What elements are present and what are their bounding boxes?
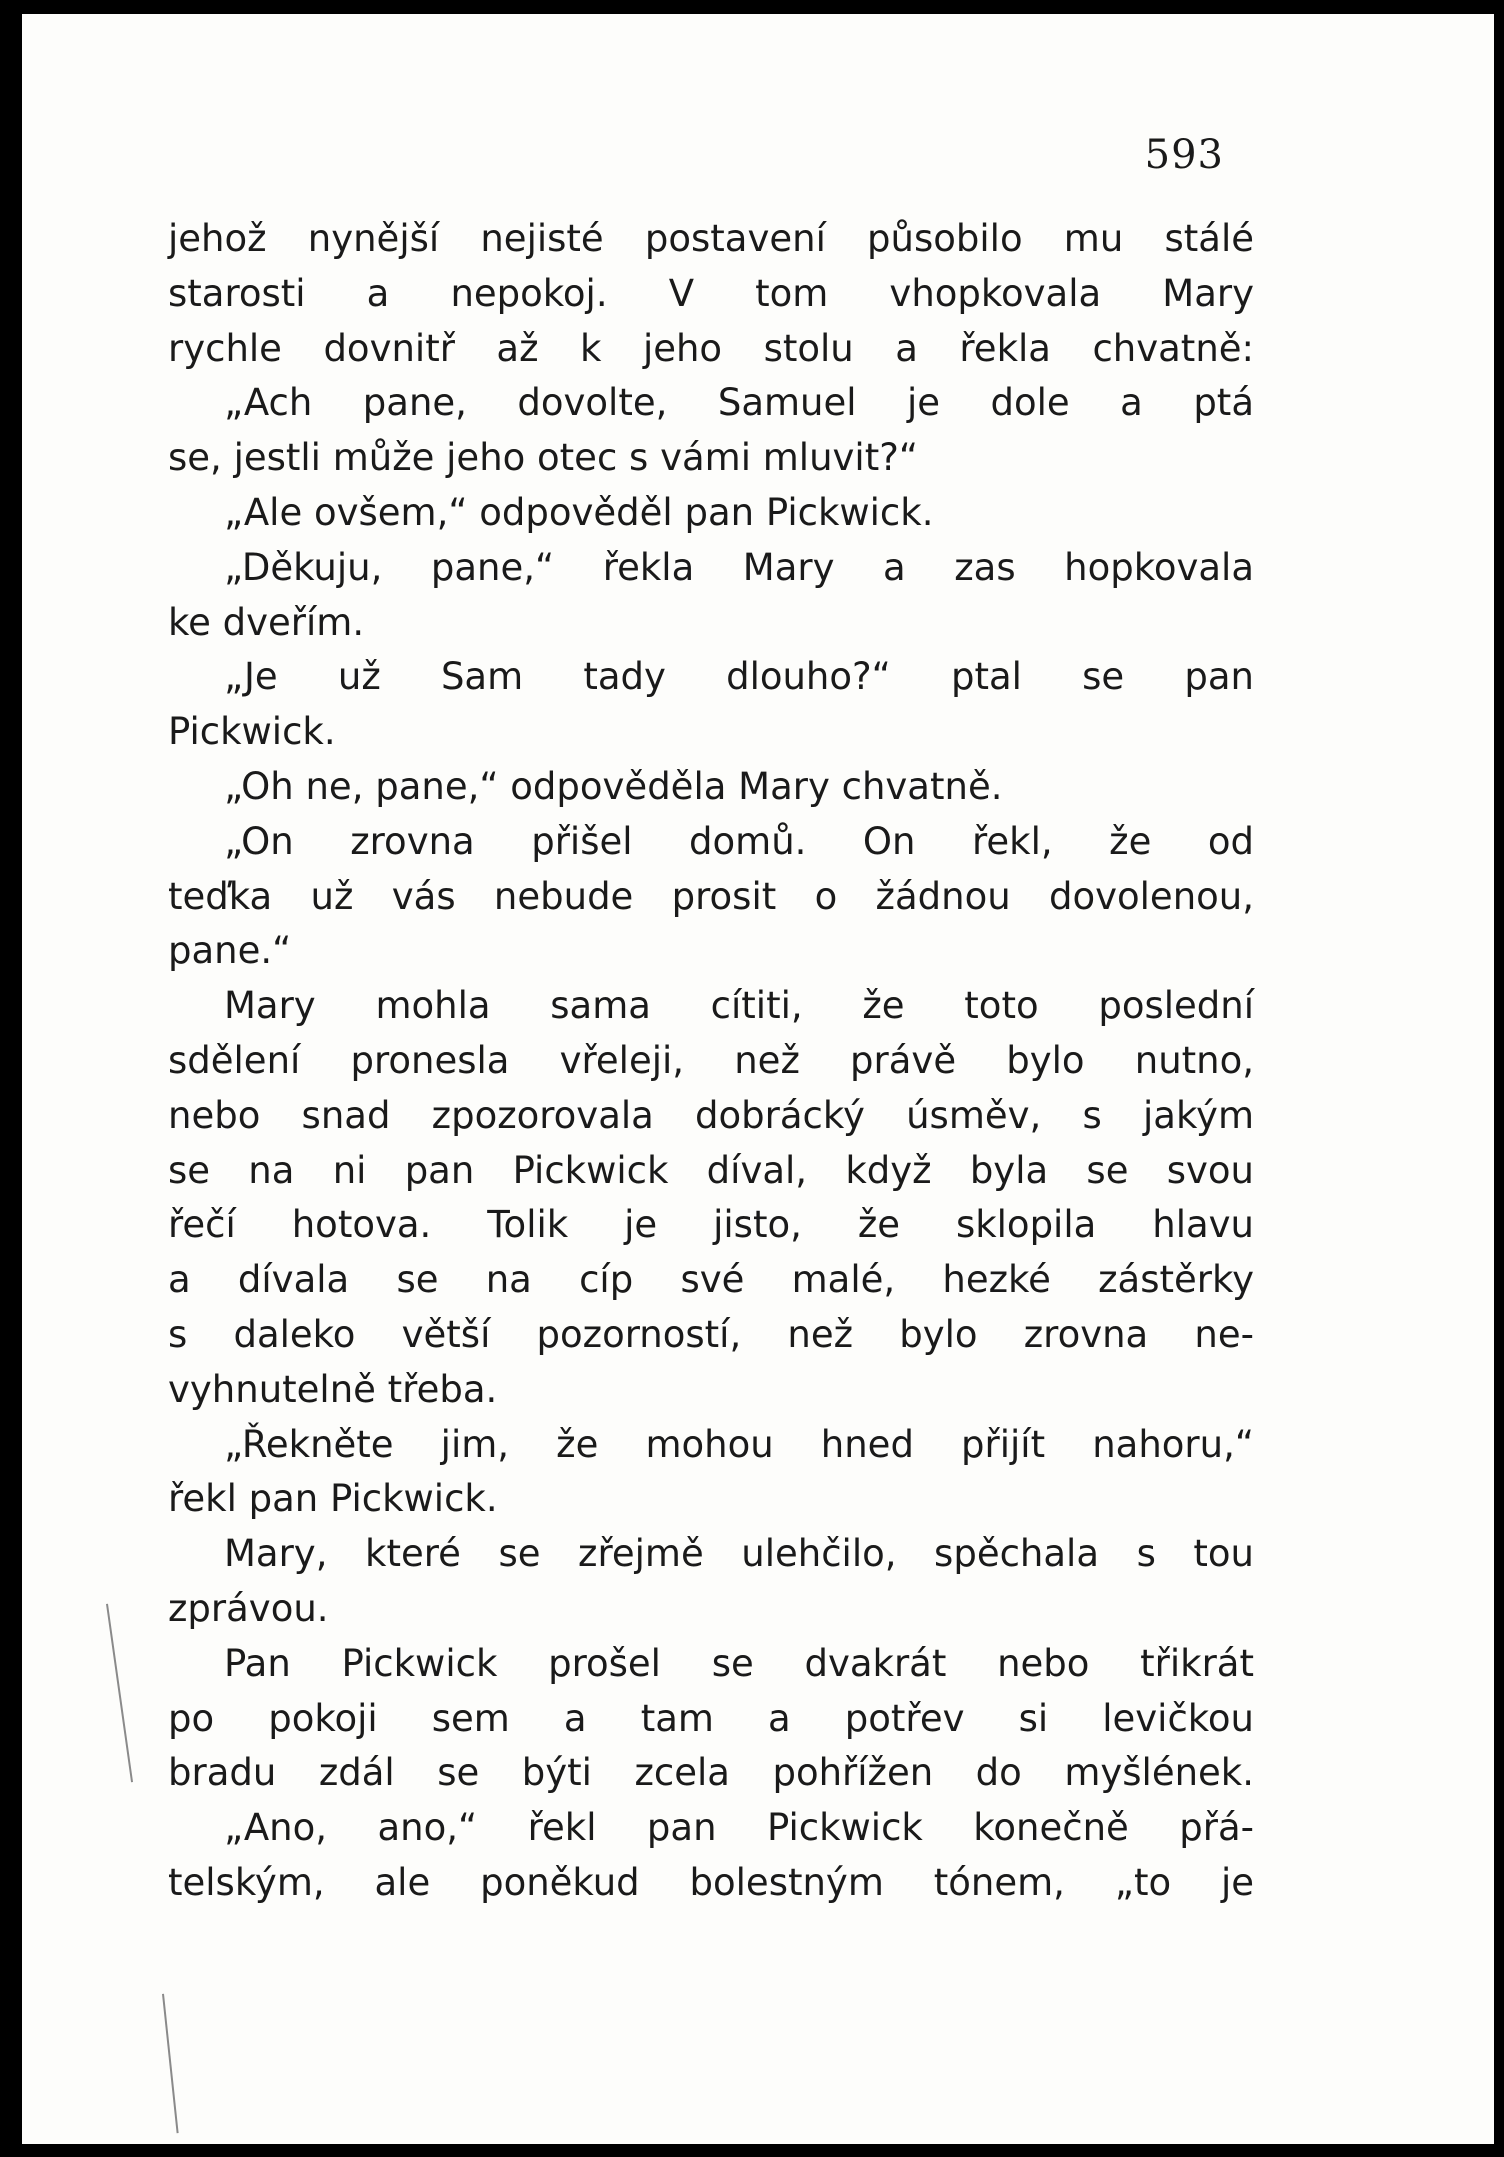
text-line: „Řekněte jim, že mohou hned přijít nahoru,“	[224, 1422, 1254, 1466]
text-line: s daleko větší pozorností, než bylo zrovna ne-	[168, 1312, 1254, 1356]
text-line: pane.“	[168, 929, 292, 973]
text-line: vyhnutelně třeba.	[168, 1367, 498, 1411]
scan-scratch-mark	[162, 1994, 179, 2133]
text-line: nebo snad zpozorovala dobrácký úsměv, s jakým	[168, 1093, 1254, 1137]
page-number: 593	[1144, 132, 1224, 178]
text-line: Pickwick.	[168, 710, 336, 754]
text-line: ke dveřím.	[168, 600, 365, 644]
text-line: „Ale ovšem,“ odpověděl pan Pickwick.	[224, 490, 934, 534]
text-line: bradu zdál se býti zcela pohřížen do myšlének.	[168, 1751, 1254, 1795]
text-line: telským, ale poněkud bolestným tónem, „to je	[168, 1860, 1254, 1904]
text-line: rychle dovnitř až k jeho stolu a řekla chvatně:	[168, 326, 1254, 370]
text-line: řečí hotova. Tolik je jisto, že sklopila hlavu	[168, 1203, 1254, 1247]
text-line: Pan Pickwick prošel se dvakrát nebo třikrát	[224, 1641, 1254, 1685]
text-line: jehož nynější nejisté postavení působilo mu stálé	[168, 217, 1254, 260]
text-line: „Děkuju, pane,“ řekla Mary a zas hopkovala	[224, 545, 1254, 589]
text-line: „On zrovna přišel domů. On řekl, že od	[224, 819, 1254, 863]
text-line: se na ni pan Pickwick díval, když byla se svou	[168, 1148, 1254, 1192]
text-line: a dívala se na cíp své malé, hezké zástěrky	[168, 1258, 1254, 1302]
text-line: „Ano, ano,“ řekl pan Pickwick konečně přá-	[224, 1806, 1254, 1850]
scan-scratch-mark	[106, 1604, 133, 1783]
text-line: Mary, které se zřejmě ulehčilo, spěchala s tou	[224, 1532, 1254, 1576]
text-line: zprávou.	[168, 1586, 329, 1630]
scan-right-edge	[1494, 0, 1504, 2157]
text-line: sdělení pronesla vřeleji, než právě bylo nutno,	[168, 1038, 1254, 1082]
scan-left-edge	[0, 0, 22, 2157]
text-line: „Oh ne, pane,“ odpověděla Mary chvatně.	[224, 764, 1003, 808]
body-text	[168, 212, 1254, 1911]
text-line: se, jestli může jeho otec s vámi mluvit?“	[168, 436, 919, 480]
text-line: teďka už vás nebude prosit o žádnou dovolenou,	[168, 874, 1254, 918]
text-line: starosti a nepokoj. V tom vhopkovala Mary	[168, 271, 1254, 315]
text-line: „Ach pane, dovolte, Samuel je dole a ptá	[224, 381, 1254, 425]
text-line: „Je už Sam tady dlouho?“ ptal se pan	[224, 655, 1254, 699]
text-line: řekl pan Pickwick.	[168, 1477, 498, 1521]
text-line: po pokoji sem a tam a potřev si levičkou	[168, 1696, 1254, 1740]
book-page	[22, 14, 1494, 2144]
text-line: Mary mohla sama cítiti, že toto poslední	[224, 984, 1254, 1028]
